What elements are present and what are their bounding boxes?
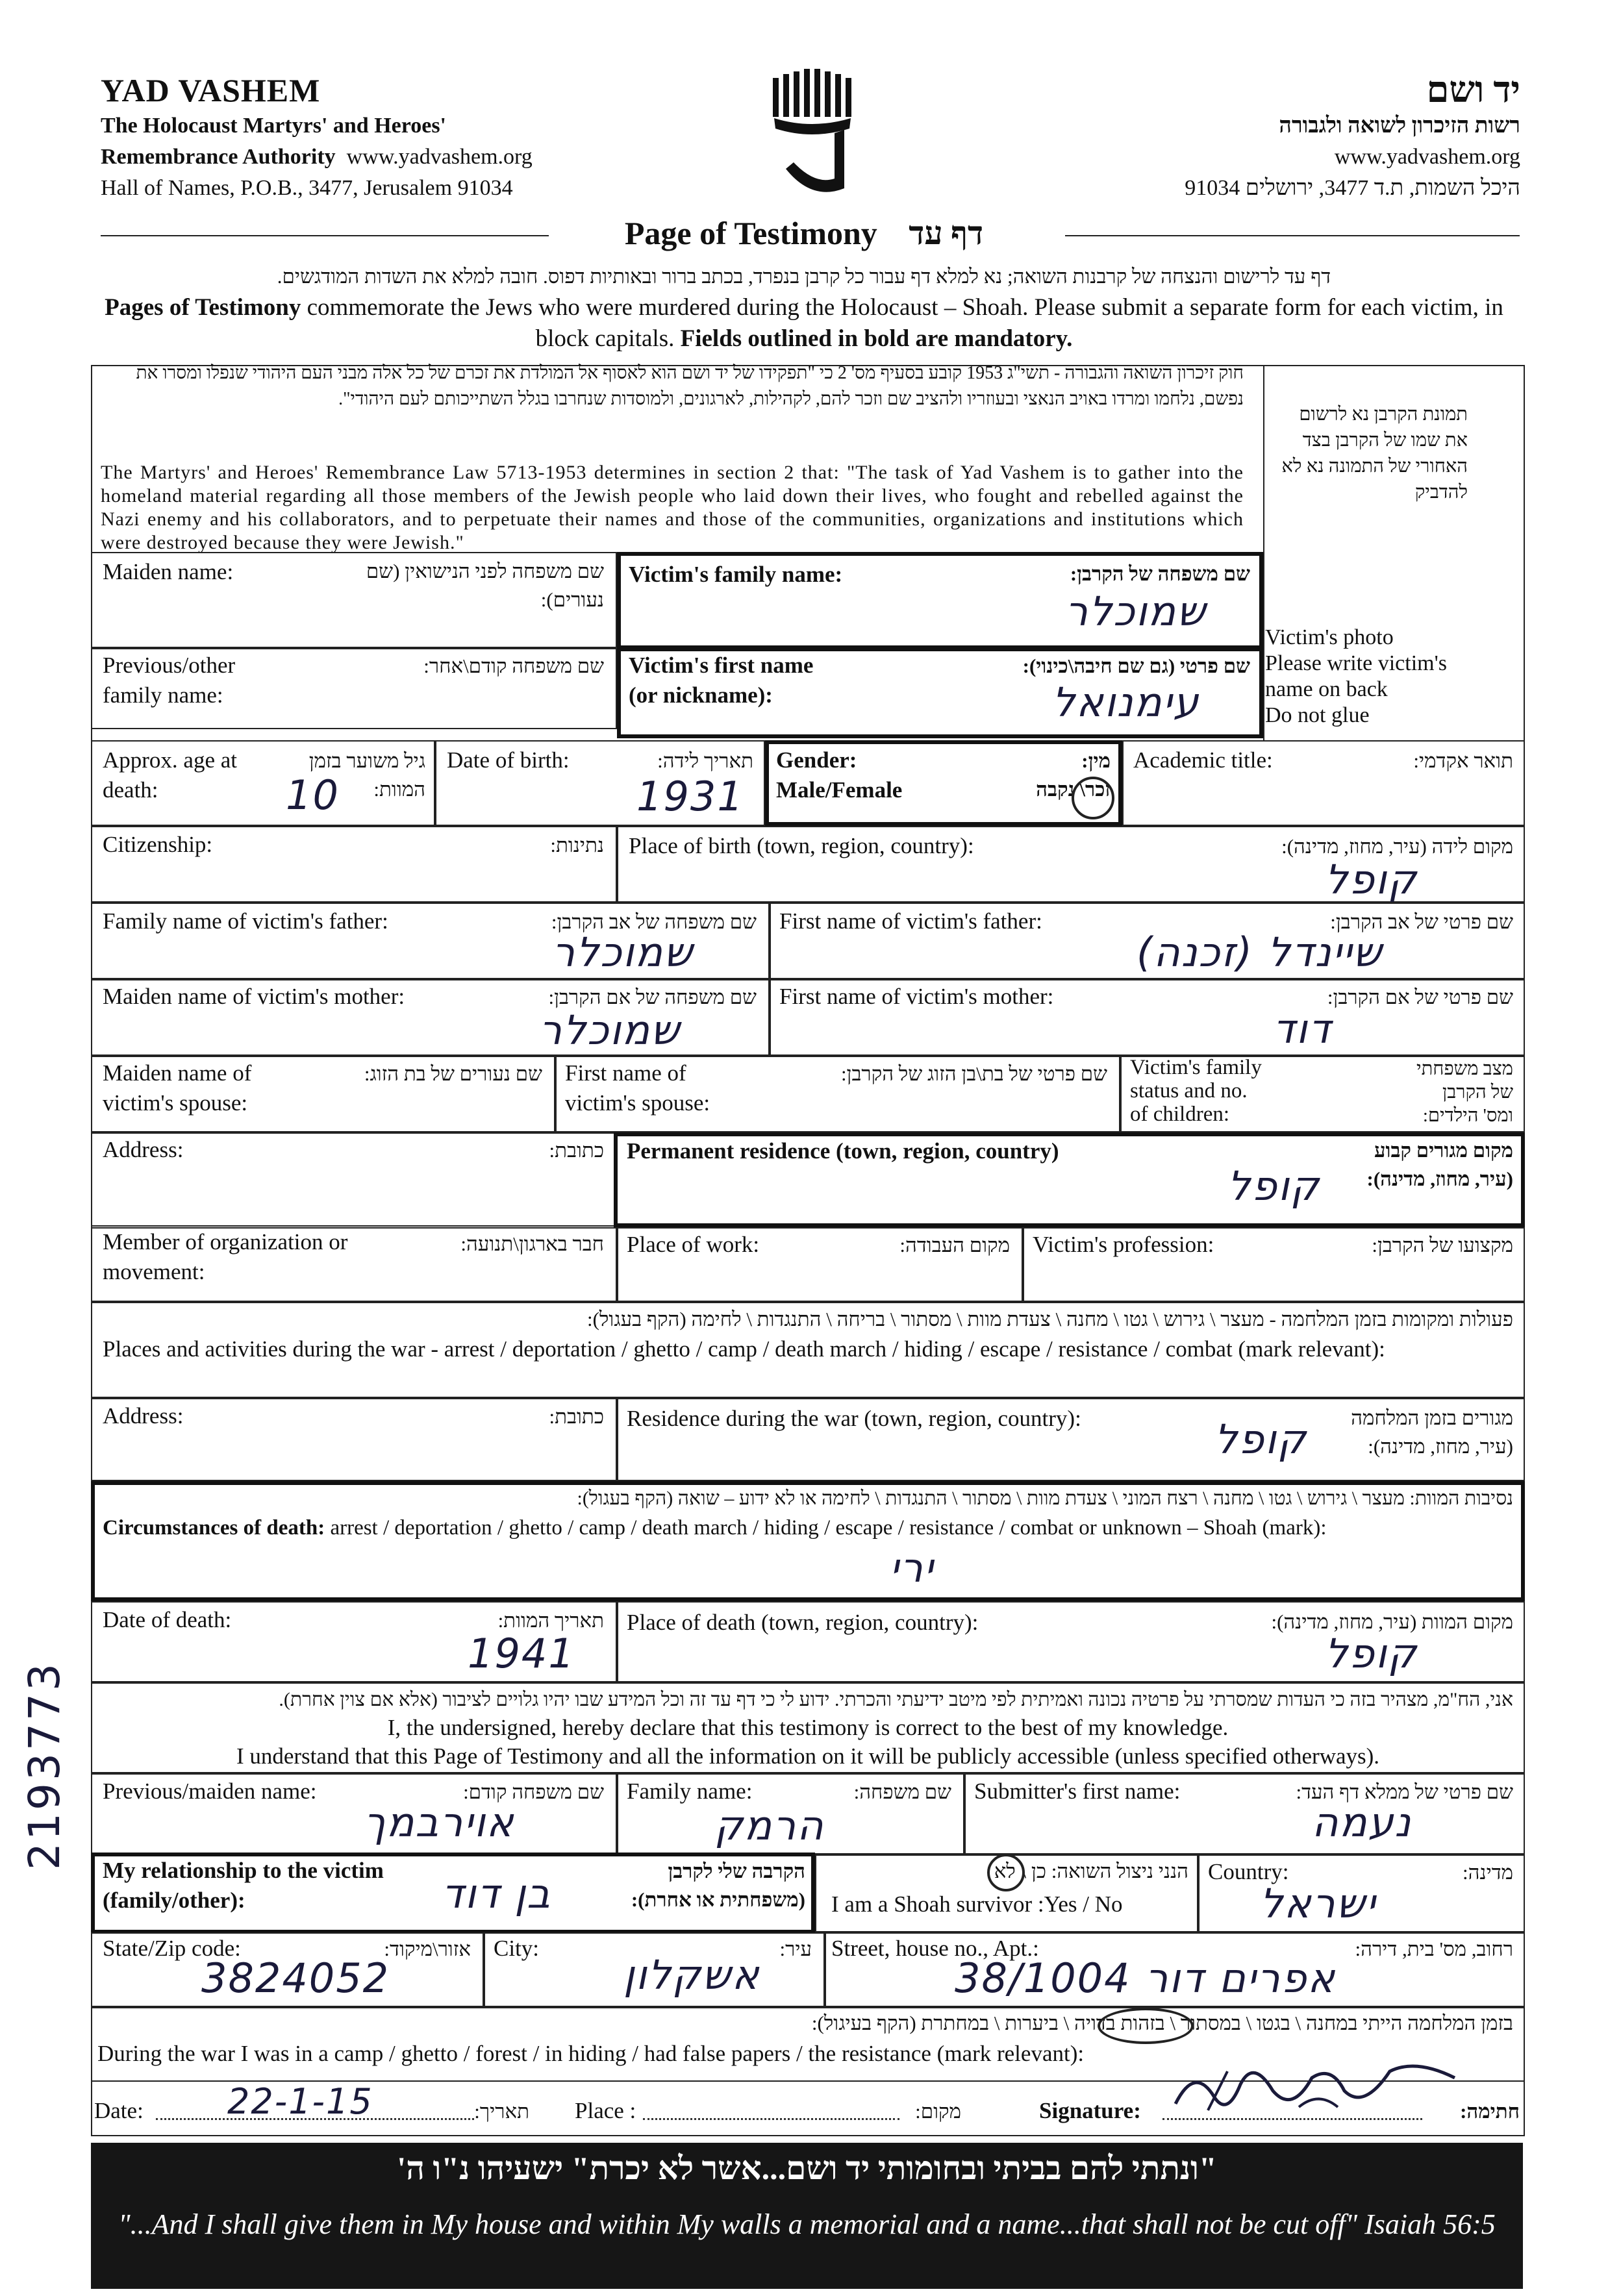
zip-label-he: אזור\מיקוד: (384, 1938, 471, 1960)
circumstances-en-bold: Circumstances of death: (103, 1516, 325, 1540)
first-name-en2: (or nickname): (629, 682, 773, 708)
place-label: Place : (575, 2098, 636, 2123)
submitter-prev-maiden-label-he: שם משפחה קודם: (463, 1780, 604, 1803)
dob-label-he: תאריך לידה: (657, 749, 753, 772)
dod-value: 1941 (468, 1630, 575, 1677)
war-was-label-he: בזמן המלחמה הייתי במחנה \ בגטו \ במסתור \ בזהות בדויה \ ביערות \ במחתרת (הקף בעיגול): (811, 2012, 1513, 2034)
father-first-value: שיינדל (זכנה) (1137, 929, 1383, 976)
declaration-en2: I understand that this Page of Testimony and all the information on it will be publicly accessible (unless specified otherways). (236, 1743, 1380, 1769)
profession-label: Victim's profession: (1033, 1232, 1214, 1257)
photo-instructions-en (1265, 625, 1447, 729)
relationship-en2: (family/other): (103, 1888, 245, 1913)
dob-value: 1931 (636, 773, 744, 820)
footer-quote-he: "ונתתי להם בביתי ובחומותי יד ושם...אשר לא יכרת" ישעיהו נ"ו ה' (397, 2150, 1217, 2186)
submitter-prev-maiden-label: Previous/maiden name: (103, 1778, 317, 1804)
dod-label-he: תאריך המוות: (497, 1609, 604, 1632)
org-web-en: www.yadvashem.org (346, 145, 533, 169)
date-value: 22-1-15 (227, 2081, 373, 2122)
org-addr-en: Hall of Names, P.O.B., 3477, Jerusalem 91034 (101, 176, 513, 200)
spouse-first-en1: First name of (565, 1060, 686, 1086)
pob-value: קופל (1325, 856, 1418, 903)
zip-value: 3824052 (201, 1954, 390, 2002)
submitter-prev-maiden-value: אוירבמך (364, 1799, 515, 1846)
address-label: Address: (103, 1137, 184, 1162)
perm-res-he2: (עיר, מחוז, מדינה): (1366, 1167, 1513, 1190)
org-line1-en: The Holocaust Martyrs' and Heroes' (101, 114, 446, 138)
relationship-en1: My relationship to the victim (103, 1858, 384, 1883)
gender-en1: Gender: (776, 747, 857, 773)
pod-value: קופל (1325, 1630, 1418, 1677)
submitter-family-value: הרמק (714, 1802, 825, 1849)
war-res-he1: מגורים בזמן המלחמה (1351, 1406, 1513, 1429)
age-he2: המוות: (373, 778, 425, 801)
dob-label: Date of birth: (447, 747, 570, 773)
country-value: ישראל (1260, 1880, 1377, 1927)
prev-family-en2: family name: (103, 682, 223, 708)
submitter-first-label-he: שם פרטי של ממלא דף העד: (1296, 1780, 1513, 1803)
street-label: Street, house no., Apt.: (831, 1936, 1039, 1961)
country-label: Country: (1208, 1859, 1289, 1884)
street-value: אפרים דור 38/1004 (955, 1954, 1336, 2002)
pod-label: Place of death (town, region, country): (627, 1610, 979, 1635)
permanent-residence-label-he (1299, 1136, 1513, 1193)
address-war-label-he: כתובת: (549, 1405, 604, 1428)
age-en2: death: (103, 777, 158, 803)
circumstances-label-he (104, 1484, 1513, 1513)
gender-label (776, 745, 902, 805)
family-status-en3: of children: (1130, 1103, 1230, 1126)
org-line1-he: רשות הזיכרון לשואה ולגבורה (1279, 114, 1520, 138)
photo-en-4: Do not glue (1265, 703, 1370, 727)
perm-res-he1: מקום מגורים קבוע (1374, 1139, 1513, 1162)
dod-label: Date of death: (103, 1607, 232, 1632)
member-org-en2: movement: (103, 1259, 205, 1284)
org-name-en: YAD VASHEM (101, 72, 321, 108)
citizenship-label: Citizenship: (103, 832, 213, 857)
relationship-label (103, 1856, 384, 1915)
signature-label-he: חתימה: (1460, 2100, 1520, 2123)
citizenship-label-he: נתינות: (550, 834, 604, 856)
pob-label: Place of birth (town, region, country): (629, 833, 974, 858)
intro-en (84, 292, 1524, 355)
org-name-he: יד ושם (1426, 70, 1520, 110)
work-label-he: מקום העבודה: (899, 1234, 1010, 1256)
spouse-maiden-label-he: שם נעורים של בת הזוג: (364, 1062, 542, 1085)
intro (84, 261, 1524, 355)
member-org-label-he: חבר בארגון\תנועה: (460, 1232, 604, 1255)
org-web-he: www.yadvashem.org (1334, 145, 1520, 169)
war-was-hiding-circle (1098, 2008, 1194, 2044)
gender-en2: Male/Female (776, 777, 903, 803)
gender-he1: מין: (1081, 749, 1111, 772)
city-label: City: (494, 1936, 540, 1961)
profession-label-he: מקצועו של הקרבן: (1372, 1234, 1513, 1256)
intro-en-bold2: Fields outlined in bold are mandatory. (680, 325, 1073, 352)
father-first-label-he: שם פרטי של אב הקרבן: (1330, 910, 1513, 933)
org-header-en (101, 70, 533, 204)
photo-en-2: Please write victim's (1265, 651, 1447, 675)
org-header-he (1185, 70, 1520, 204)
intro-en-bold1: Pages of Testimony (105, 294, 301, 321)
family-status-he2: של הקרבן (1442, 1082, 1513, 1103)
relationship-he2: (משפחתית או אחרת): (631, 1888, 805, 1911)
maiden-name-label: Maiden name: (103, 559, 234, 584)
circumstances-label (103, 1513, 1327, 1543)
family-status-he1: מצב משפחתי (1416, 1058, 1513, 1079)
father-family-value: שמוכלר (552, 929, 694, 976)
city-value: אשקלון (623, 1951, 760, 1999)
submitter-first-value: נעמה (1312, 1799, 1413, 1846)
war-residence-label: Residence during the war (town, region, country): (627, 1406, 1081, 1431)
war-was-label: During the war I was in a camp / ghetto / forest / in hiding / had false papers / the resistance (mark relevant): (97, 2041, 1085, 2066)
age-value: 10 (286, 771, 340, 819)
photo-en-3: name on back (1265, 677, 1388, 701)
war-res-he2: (עיר, מחוז, מדינה): (1368, 1435, 1513, 1458)
father-family-label: Family name of victim's father: (103, 908, 388, 934)
previous-family-name-label-he: שם משפחה קודם\אחר: (423, 655, 604, 677)
war-residence-value: קופל (1214, 1416, 1307, 1463)
family-status-he3: ומס' הילדים: (1422, 1105, 1513, 1126)
zip-label: State/Zip code: (103, 1936, 241, 1961)
academic-label-he: תואר אקדמי: (1413, 749, 1513, 772)
yad-vashem-logo-icon (766, 65, 864, 214)
submitter-first-label: Submitter's first name: (974, 1778, 1181, 1804)
permanent-residence-label: Permanent residence (town, region, country) (627, 1138, 1059, 1164)
war-places-label: Places and activities during the war - arrest / deportation / ghetto / camp / death march / hiding / escape / resistance / combat (mark relevant): (103, 1336, 1385, 1362)
family-status-label-he (1351, 1057, 1513, 1127)
father-family-label-he: שם משפחה של אב הקרבן: (551, 910, 757, 933)
date-label: Date: (94, 2098, 144, 2123)
circumstances-value: ירי (890, 1544, 935, 1591)
member-org-label (103, 1227, 347, 1287)
circumstances-en: arrest / deportation / ghetto / camp / death march / hiding / escape / resistance / combat or unknown – Shoah (mark): (325, 1516, 1327, 1540)
circumstances-he: נסיבות המוות: מעצר \ גירוש \ גטו \ מחנה \ רצח המוני \ צעדת מוות \ מסתור \ התנגדות \ לחימה או לא ידוע – שואה (הקף בעגול): (577, 1488, 1513, 1509)
mother-first-label: First name of victim's mother: (779, 984, 1054, 1009)
mother-maiden-label-he: שם משפחה של אם הקרבן: (548, 986, 757, 1008)
academic-label: Academic title: (1133, 747, 1273, 773)
survivor-label-he: הנני ניצול השואה: כן \ לא (994, 1860, 1188, 1882)
work-label: Place of work: (627, 1232, 760, 1257)
address-war-label: Address: (103, 1403, 184, 1429)
spouse-maiden-en1: Maiden name of (103, 1060, 252, 1086)
father-first-label: First name of victim's father: (779, 908, 1042, 934)
survivor-label: I am a Shoah survivor :Yes / No (831, 1891, 1123, 1917)
place-label-he: מקום: (915, 2100, 961, 2123)
country-label-he: מדינה: (1463, 1861, 1513, 1884)
mother-maiden-label: Maiden name of victim's mother: (103, 984, 405, 1009)
spouse-maiden-en2: victim's spouse: (103, 1090, 248, 1116)
age-en1: Approx. age at (103, 747, 238, 773)
family-status-en2: status and no. (1130, 1079, 1248, 1103)
org-addr-he: היכל השמות, ת.ד 3477, ירושלים 91034 (1185, 176, 1520, 200)
relationship-value: בן דוד (442, 1870, 552, 1917)
victim-first-name-label-he: שם פרטי (גם שם חיבה\כינוי): (1022, 655, 1250, 677)
org-line2-en: Remembrance Authority (101, 145, 336, 169)
maiden-name-label-he: שם משפחה לפני הנישואין (שם נעורים): (366, 560, 604, 611)
submitter-family-label-he: שם משפחה: (853, 1780, 951, 1803)
victim-first-name-value: עימנואל (1052, 679, 1200, 726)
spouse-first-label (565, 1058, 710, 1118)
age-he1: גיל משוער בזמן (308, 749, 425, 772)
family-status-label (1130, 1056, 1262, 1126)
side-record-number: 2193773 (19, 1661, 69, 1870)
prev-family-en1: Previous/other (103, 653, 236, 678)
relationship-he1: הקרבה שלי לקרבן (668, 1860, 805, 1882)
victim-family-name-value: שמוכלר (1065, 588, 1207, 635)
photo-instructions-he: תמונת הקרבן נא לרשום את שמו של הקרבן בצד האחורי של התמונה נא לא להדביק (1281, 404, 1468, 503)
law-text-en: The Martyrs' and Heroes' Remembrance Law 5713-1953 determines in section 2 that: "The task of Yad Vashem is to gather into the homeland material regarding all those members of the Jewish people who laid down their lives, who fought and rebelled against the Nazi enemy and his collaborators, and to perpetuate their names and those of the communities, organizations and institutions which were destroyed because they were Jewish." (101, 462, 1244, 553)
street-label-he: רחוב, מס' בית, דירה: (1355, 1938, 1513, 1960)
place-line[interactable] (643, 2118, 899, 2120)
law-text-he: חוק זיכרון השואה והגבורה - תשי"ג 1953 קובע בסעיף מס' 2 כי "תפקידו של יד ושם הוא לאסוף אל המולדת את זכרם של כל אלה מבני העם היהודי שנפלו ומסרו את נפשם, נלחמו ומרדו באויב הנאצי ובעוזריו ולהציב שם וזכר להם, לקהילות, לארגונים, ולמוסדות שנחרבו בגלל השתייכותם לעם היהודי". (136, 363, 1244, 409)
title-he: דף עד (909, 215, 984, 251)
spouse-maiden-label (103, 1058, 251, 1118)
first-name-en1: Victim's first name (629, 653, 814, 678)
member-org-en1: Member of organization or (103, 1229, 348, 1254)
war-places-label-he: פעולות ומקומות בזמן המלחמה - מעצר \ גירוש \ גטו \ מחנה \ צעדת מוות \ מסתור \ בריחה \ התנגדות \ לחימה (הקף בעגול): (587, 1308, 1513, 1330)
family-status-en1: Victim's family (1130, 1056, 1262, 1079)
spouse-first-label-he: שם פרטי של בת\בן הזוג של הקרבן: (840, 1062, 1107, 1085)
declaration-en1: I, the undersigned, hereby declare that this testimony is correct to the best of my knowledge. (387, 1715, 1229, 1740)
intro-he: דף עד לרישום והנצחה של קרבנות השואה; נא למלא דף עבור כל קרבן בנפרד, בכתב ברור ובאותיות דפוס. חובה למלא את השדות המודגשים. (277, 265, 1331, 288)
permanent-residence-value: קופל (1227, 1162, 1320, 1210)
pob-label-he: מקום לידה (עיר, מחוז, מדינה): (1281, 835, 1513, 858)
survivor-yes-circle (987, 1854, 1025, 1891)
title-en: Page of Testimony (624, 215, 877, 251)
spouse-first-en2: victim's spouse: (565, 1090, 710, 1116)
relationship-label-he (572, 1857, 805, 1914)
gender-he2: זכר\ נקבה (1036, 778, 1111, 801)
city-label-he: עיר: (779, 1938, 812, 1960)
mother-first-label-he: שם פרטי של אם הקרבן: (1327, 986, 1513, 1008)
pod-label-he: מקום המוות (עיר, מחוז, מדינה): (1271, 1610, 1513, 1633)
mother-first-value: דוד (1273, 1005, 1332, 1053)
photo-en-1: Victim's photo (1265, 625, 1394, 649)
gender-male-circle (1072, 777, 1114, 819)
signature-label: Signature: (1039, 2098, 1141, 2123)
footer-quote-en: "...And I shall give them in My house and within My walls a memorial and a name...that shall not be cut off" Isaiah 56:5 (118, 2208, 1496, 2240)
victim-family-name-label-he: שם משפחה של הקרבן: (1070, 562, 1250, 585)
war-residence-label-he (1325, 1404, 1513, 1461)
victim-first-name-label (629, 651, 813, 710)
date-label-he: תאריך: (474, 2100, 529, 2123)
victim-family-name-label: Victim's family name: (629, 562, 843, 587)
address-label-he: כתובת: (549, 1139, 604, 1162)
previous-family-name-label (103, 651, 235, 710)
submitter-family-label: Family name: (627, 1778, 753, 1804)
signature-scribble-icon (1169, 2052, 1461, 2123)
mother-maiden-value: שמוכלר (539, 1006, 681, 1054)
page-title (0, 214, 1608, 252)
age-label (103, 745, 237, 805)
intro-en-text: commemorate the Jews who were murdered during the Holocaust – Shoah. Please submit a separate form for each victim, in block capitals. (301, 294, 1503, 352)
declaration-he: אני, הח"מ, מצהיר בזה כי העדות שמסרתי על פרטיה נכונה ואמיתית לפי מיטב ידיעתי והכרתי. ידוע לי כי דף עד זה וכל המידע שבו יהיו גלויים לציבור (אלא אם צוין אחרת). (279, 1689, 1513, 1710)
